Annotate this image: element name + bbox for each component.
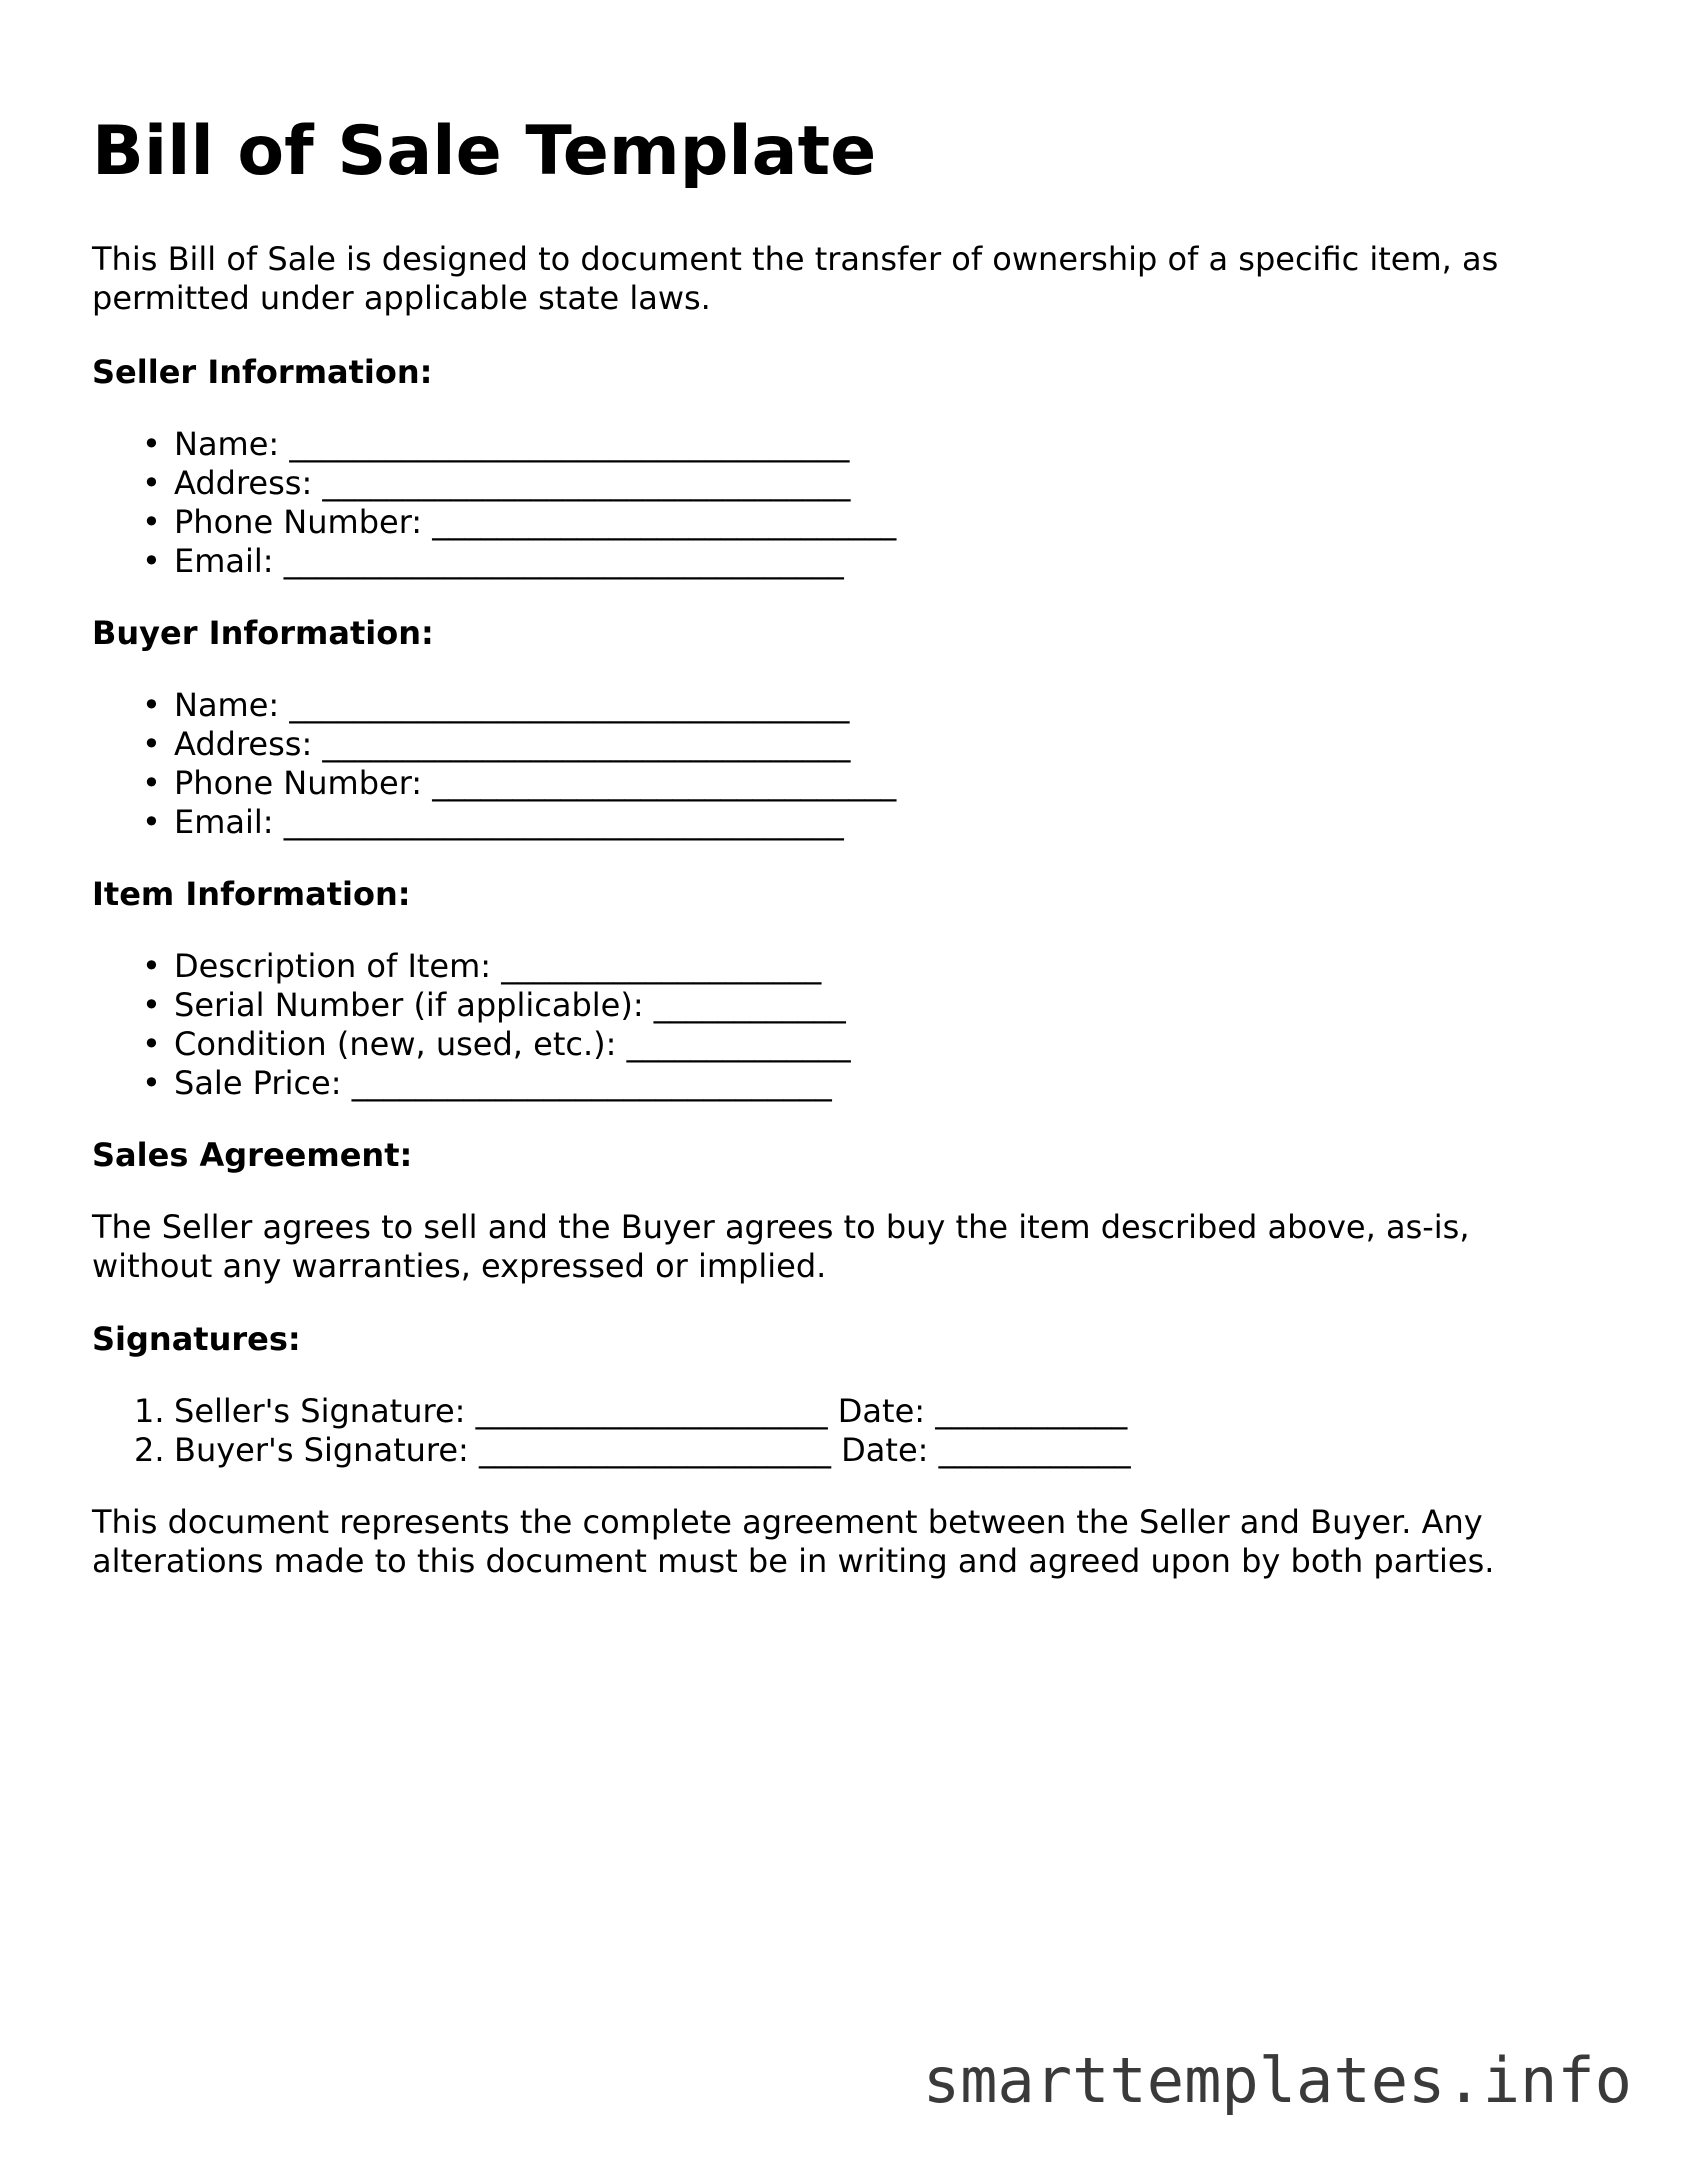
seller-field-list <box>92 425 896 581</box>
seller-address-field: • Address: _________________________________ <box>142 464 851 502</box>
seller-heading: Seller Information: <box>92 353 433 391</box>
buyer-name-field: • Name: ___________________________________ <box>142 686 850 724</box>
buyer-signature-line: 2. Buyer's Signature: ______________________ Date: ____________ <box>134 1431 1131 1469</box>
item-description-field: • Description of Item: ____________________ <box>142 947 822 985</box>
buyer-email-field: • Email: ___________________________________ <box>142 803 844 841</box>
agreement-heading: Sales Agreement: <box>92 1136 413 1174</box>
seller-phone-field: • Phone Number: _____________________________ <box>142 503 897 541</box>
bullet-icon: • <box>142 425 161 463</box>
bullet-icon: • <box>142 542 161 580</box>
bullet-icon: • <box>142 464 161 502</box>
signature-list <box>92 1392 1131 1470</box>
seller-name-field: • Name: ___________________________________ <box>142 425 850 463</box>
buyer-heading: Buyer Information: <box>92 614 434 652</box>
bullet-icon: • <box>142 803 161 841</box>
buyer-phone-field: • Phone Number: _____________________________ <box>142 764 897 802</box>
item-price-field: • Sale Price: ______________________________ <box>142 1064 832 1102</box>
document-title: Bill of Sale Template <box>92 112 877 191</box>
seller-signature-line: 1. Seller's Signature: ______________________ Date: ____________ <box>134 1392 1128 1430</box>
bullet-icon: • <box>142 503 161 541</box>
watermark: smarttemplates.info <box>922 2044 1632 2117</box>
item-serial-field: • Serial Number (if applicable): ____________ <box>142 986 846 1024</box>
item-heading: Item Information: <box>92 875 411 913</box>
bullet-icon: • <box>142 686 161 724</box>
buyer-field-list <box>92 686 896 842</box>
item-field-list <box>92 947 851 1103</box>
bullet-icon: • <box>142 725 161 763</box>
bullet-icon: • <box>142 1064 161 1102</box>
bullet-icon: • <box>142 764 161 802</box>
bullet-icon: • <box>142 947 161 985</box>
item-condition-field: • Condition (new, used, etc.): ______________ <box>142 1025 851 1063</box>
seller-email-field: • Email: ___________________________________ <box>142 542 844 580</box>
bullet-icon: • <box>142 1025 161 1063</box>
closing-paragraph: This document represents the complete agreement between the Seller and Buyer. Any alterations made to this document must be in writing and agreed upon by both parties. <box>92 1503 1495 1580</box>
agreement-paragraph: The Seller agrees to sell and the Buyer agrees to buy the item described above, as-is, without any warranties, expressed or implied. <box>92 1208 1470 1285</box>
signatures-heading: Signatures: <box>92 1320 301 1358</box>
buyer-address-field: • Address: _________________________________ <box>142 725 851 763</box>
bullet-icon: • <box>142 986 161 1024</box>
intro-paragraph: This Bill of Sale is designed to document the transfer of ownership of a specific item, as permitted under applicable state laws. <box>92 240 1499 317</box>
